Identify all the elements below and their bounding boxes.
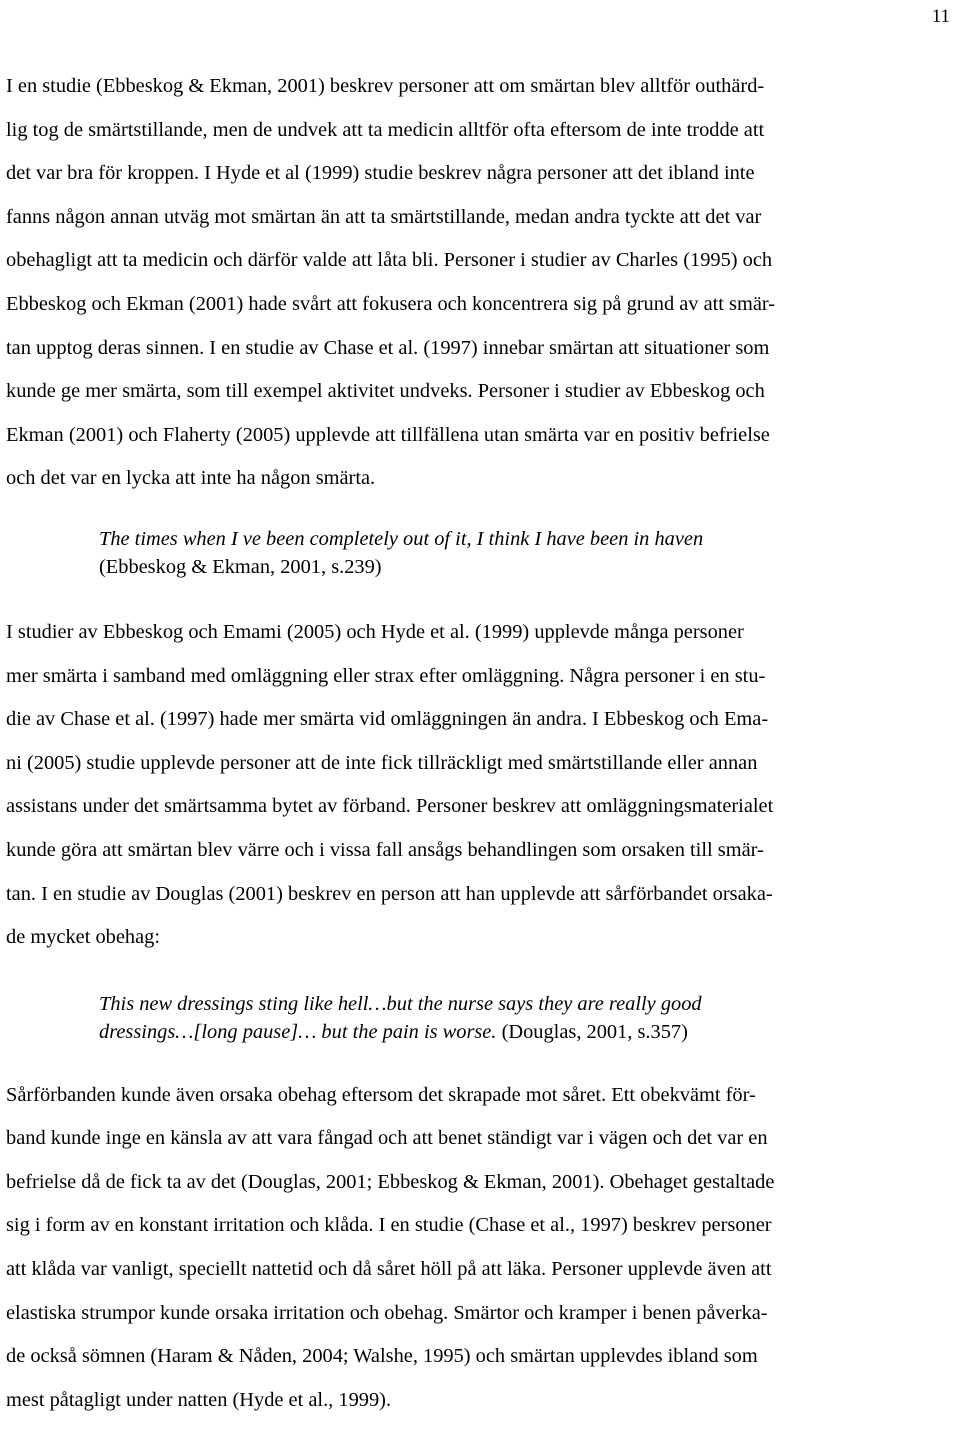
quote-text-line-2: dressings…[long pause]… but the pain is worse. <box>99 1020 497 1043</box>
document-body <box>6 65 958 1422</box>
paragraph-discomfort: Sårförbanden kunde även orsaka obehag eftersom det skrapade mot såret. Ett obekvämt för- band kunde inge en känsla av att vara fångad och att benet ständigt var i vägen och det var en befrielse då de fick ta av det (Douglas, 2001; Ebbeskog & Ekman, 2001). Obehaget gestaltade sig i form av en konstant irritation och klåda. I en studie (Chase et al., 1997) beskrev personer att klåda var vanligt, speciellt nattetid och då såret höll på att läka. Personer upplevde även att elastiska strumpor kunde orsaka irritation och obehag. Smärtor och kramper i benen påverka- de också sömnen (Haram & Nåden, 2004; Walshe, 1995) och smärtan upplevdes ibland som mest påtagligt under natten (Hyde et al., 1999). <box>6 1083 775 1411</box>
paragraph-pain-relief: I en studie (Ebbeskog & Ekman, 2001) beskrev personer att om smärtan blev alltför outhärd- lig tog de smärtstillande, men de undvek att ta medicin alltför ofta eftersom de inte trodde att det var bra för kroppen. I Hyde et al (1999) studie beskrev några personer att det ibland inte fanns någon annan utväg mot smärtan än att ta smärtstillande, medan andra tyckte att det var obehagligt att ta medicin och därför valde att låta bli. Personer i studier av Charles (1995) och Ebbeskog och Ekman (2001) hade svårt att fokusera och koncentrera sig på grund av att smär- tan upptog deras sinnen. I en studie av Chase et al. (1997) innebar smärtan att situationer som kunde ge mer smärta, som till exempel aktivitet undveks. Personer i studier av Ebbeskog och Ekman (2001) och Flaherty (2005) upplevde att tillfällena utan smärta var en positiv befrielse och det var en lycka att inte ha någon smärta. <box>6 75 776 490</box>
paragraph-dressing-change: I studier av Ebbeskog och Emami (2005) och Hyde et al. (1999) upplevde många personer mer smärta i samband med omläggning eller strax efter omläggning. Några personer i en stu- die av Chase et al. (1997) hade mer smärta vid omläggningen än andra. I Ebbeskog och Ema- ni (2005) studie upplevde personer att de inte fick tillräckligt med smärtstillande eller annan assistans under det smärtsamma bytet av förband. Personer beskrev att omläggningsmaterialet kunde göra att smärtan blev värre och i vissa fall ansågs behandlingen som orsaken till smär- tan. I en studie av Douglas (2001) beskrev en person att han upplevde att sårförbandet orsaka- de mycket obehag: <box>6 620 774 949</box>
block-quote-douglas <box>6 990 958 1046</box>
quote-citation: (Ebbeskog & Ekman, 2001, s.239) <box>99 555 382 578</box>
quote-text: The times when I ve been completely out of it, I think I have been in haven <box>99 527 704 550</box>
page-number: 11 <box>931 6 950 27</box>
quote-citation: (Douglas, 2001, s.357) <box>496 1020 688 1043</box>
block-quote-ebbeskog <box>6 525 958 581</box>
quote-text-line-1: This new dressings sting like hell…but the nurse says they are really good <box>99 992 702 1015</box>
